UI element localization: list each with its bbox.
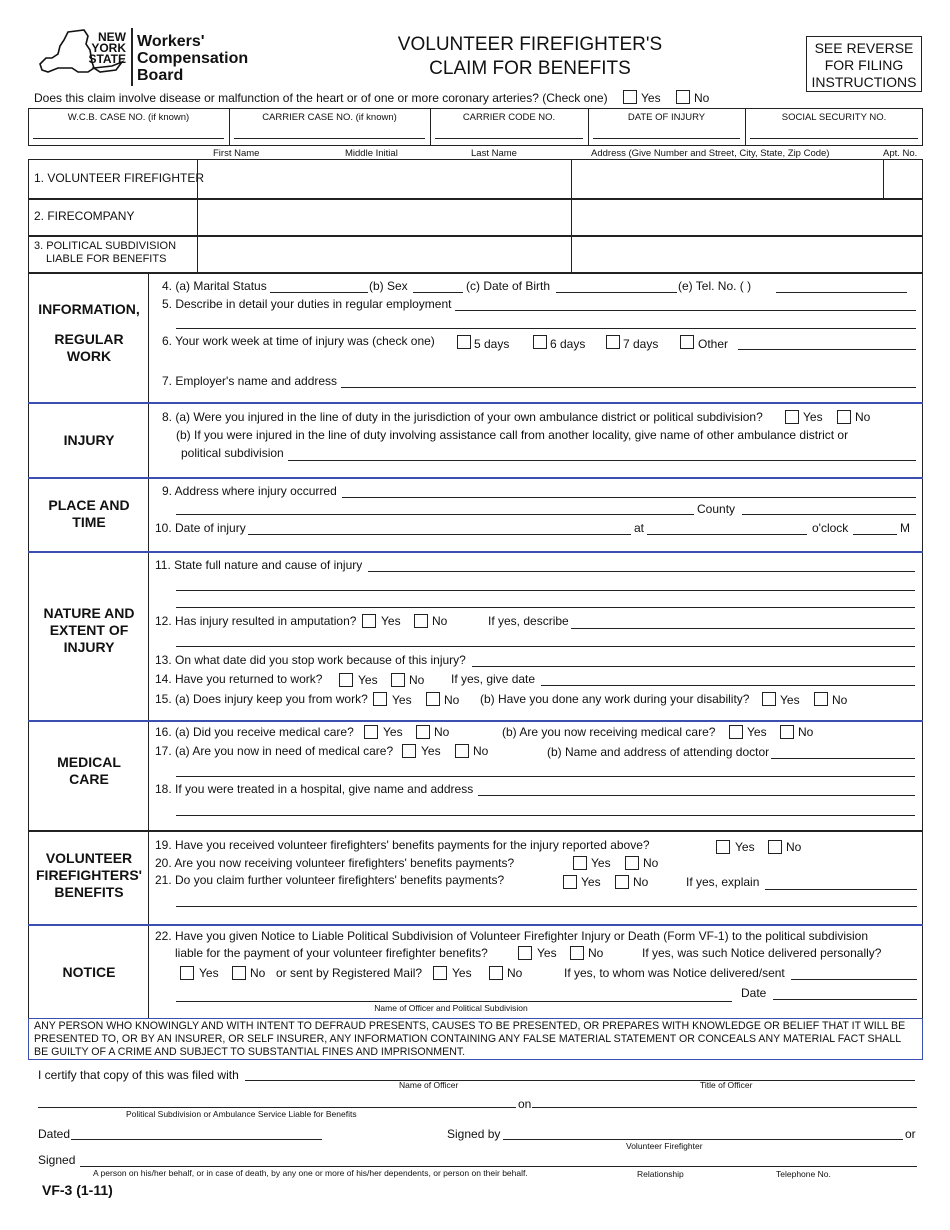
- q10-label: 10. Date of injury: [155, 521, 246, 535]
- date-of-birth-field[interactable]: [556, 292, 677, 293]
- q15a-yes-checkbox[interactable]: [373, 692, 387, 706]
- date-of-injury-header: DATE OF INJURY: [627, 112, 706, 123]
- signed-by-field[interactable]: [503, 1139, 903, 1140]
- workweek-7-checkbox[interactable]: [606, 335, 620, 349]
- ssn-header: SOCIAL SECURITY NO.: [781, 112, 887, 123]
- carrier-case-header: CARRIER CASE NO. (if known): [262, 112, 397, 123]
- q13-label: 13. On what date did you stop work because of this injury?: [155, 653, 466, 667]
- q21-yes-label: Yes: [581, 875, 601, 889]
- party-firecompany: 2. FIRECOMPANY: [34, 209, 135, 223]
- q15b-no-label: No: [832, 693, 848, 707]
- q14-yes-checkbox[interactable]: [339, 673, 353, 687]
- q16a-yes-checkbox[interactable]: [364, 725, 378, 739]
- q17a-no-label: No: [473, 744, 489, 758]
- q17a-label: 17. (a) Are you now in need of medical care?: [155, 744, 394, 758]
- personal-no-label: No: [250, 966, 266, 980]
- q16b-yes-checkbox[interactable]: [729, 725, 743, 739]
- personal-yes-label: Yes: [199, 966, 219, 980]
- logo-state-text: NEW YORK STATE: [88, 30, 126, 66]
- q8a-yes-label: Yes: [803, 410, 823, 424]
- wcb-logo-text: Workers' Compensation Board: [137, 33, 249, 84]
- workweek-5-checkbox[interactable]: [457, 335, 471, 349]
- q7-label: 7. Employer's name and address: [162, 374, 338, 388]
- q22-label-line2: liable for the payment of your volunteer firefighter benefits?: [175, 946, 488, 960]
- nature-cause-field[interactable]: [368, 571, 915, 572]
- notice-date-field[interactable]: [773, 999, 917, 1000]
- telephone-caption: Telephone No.: [776, 1169, 831, 1179]
- notice-whom-field[interactable]: [791, 979, 917, 980]
- q8a-no-label: No: [855, 410, 871, 424]
- q12-label: 12. Has injury resulted in amputation?: [155, 614, 357, 628]
- q10-time-field[interactable]: [647, 534, 807, 535]
- heart-yes-label: Yes: [641, 91, 661, 105]
- ssn-field[interactable]: [750, 138, 918, 139]
- notice-whom-label: If yes, to whom was Notice delivered/sent: [564, 966, 785, 980]
- party-political-subdivision: 3. POLITICAL SUBDIVISION: [34, 240, 177, 252]
- heart-yes-checkbox[interactable]: [623, 90, 637, 104]
- q8b-label-line1: (b) If you were injured in the line of duty involving assistance call from another locality, give name of other ambulance district or: [176, 428, 849, 442]
- q16a-no-label: No: [434, 725, 450, 739]
- signed-label: Signed: [38, 1153, 76, 1167]
- q20-yes-label: Yes: [591, 856, 611, 870]
- carrier-code-header: CARRIER CODE NO.: [462, 112, 556, 123]
- person-behalf-caption: A person on his/her behalf, or in case of death, by any one or more of his/her dependents, or person on their behalf.: [93, 1168, 528, 1178]
- amputation-field[interactable]: [571, 628, 915, 629]
- q17a-no-checkbox[interactable]: [455, 744, 469, 758]
- on-label: on: [518, 1097, 532, 1111]
- relationship-caption: Relationship: [637, 1169, 684, 1179]
- mail-yes-label: Yes: [452, 966, 472, 980]
- q8b-label-line2: political subdivision: [181, 446, 284, 460]
- q4c-label: (c) Date of Birth: [466, 279, 551, 293]
- q4a-label: 4. (a) Marital Status: [162, 279, 267, 293]
- notice-date-label: Date: [741, 986, 767, 1000]
- volunteer-ff-caption: Volunteer Firefighter: [626, 1141, 703, 1151]
- carrier-case-field[interactable]: [234, 138, 425, 139]
- q19-yes-label: Yes: [735, 840, 755, 854]
- section-medical-care: MEDICAL CARE: [57, 754, 121, 787]
- other-district-field[interactable]: [288, 460, 916, 461]
- q12-describe-label: If yes, describe: [488, 614, 569, 628]
- q15a-label: 15. (a) Does injury keep you from work?: [155, 692, 368, 706]
- subdivision-caption: Political Subdivision or Ambulance Service Liable for Benefits: [126, 1109, 357, 1119]
- nature-cause-field-line2[interactable]: [176, 590, 915, 591]
- heart-no-checkbox[interactable]: [676, 90, 690, 104]
- q6-label: 6. Your work week at time of injury was (check one): [162, 334, 435, 348]
- q19-yes-checkbox[interactable]: [716, 840, 730, 854]
- q14-label: 14. Have you returned to work?: [155, 672, 323, 686]
- hospital-field[interactable]: [478, 795, 915, 796]
- q12-no-label: No: [432, 614, 448, 628]
- q17b-label: (b) Name and address of attending doctor: [547, 745, 770, 759]
- workweek-other-label: Other: [698, 337, 729, 351]
- form-title: VOLUNTEER FIREFIGHTER'S CLAIM FOR BENEFITS: [397, 34, 663, 79]
- q14-date-label: If yes, give date: [451, 672, 536, 686]
- q16a-no-checkbox[interactable]: [416, 725, 430, 739]
- sex-field[interactable]: [413, 292, 463, 293]
- section-vf-benefits: VOLUNTEER FIREFIGHTERS' BENEFITS: [36, 850, 142, 900]
- section-notice: NOTICE: [62, 964, 116, 980]
- q21-no-checkbox[interactable]: [615, 875, 629, 889]
- q8a-yes-checkbox[interactable]: [785, 410, 799, 424]
- q16b-yes-label: Yes: [747, 725, 767, 739]
- q15b-no-checkbox[interactable]: [814, 692, 828, 706]
- duties-field-line2[interactable]: [176, 328, 916, 329]
- personal-yes-checkbox[interactable]: [180, 966, 194, 980]
- name-of-officer-caption: Name of Officer: [399, 1080, 459, 1090]
- employer-field[interactable]: [341, 387, 916, 388]
- nature-cause-field-line3[interactable]: [176, 607, 915, 608]
- q14-yes-label: Yes: [358, 673, 378, 687]
- section-information: INFORMATION, REGULAR WORK: [38, 301, 140, 364]
- apt-header: Apt. No.: [883, 148, 918, 159]
- q16a-yes-label: Yes: [383, 725, 403, 739]
- title-of-officer-caption: Title of Officer: [700, 1080, 753, 1090]
- address-header: Address (Give Number and Street, City, State, Zip Code): [591, 148, 830, 159]
- dated-label: Dated: [38, 1127, 71, 1141]
- stop-work-date-field[interactable]: [472, 666, 915, 667]
- q15a-no-label: No: [444, 693, 460, 707]
- logo-divider: [131, 28, 133, 86]
- q20-yes-checkbox[interactable]: [573, 856, 587, 870]
- q12-yes-checkbox[interactable]: [362, 614, 376, 628]
- q22-no-label: No: [588, 946, 604, 960]
- workweek-other-checkbox[interactable]: [680, 335, 694, 349]
- signed-field[interactable]: [80, 1166, 917, 1167]
- q15a-no-checkbox[interactable]: [426, 692, 440, 706]
- wcb-case-header: W.C.B. CASE NO. (if known): [67, 112, 190, 123]
- county-label: County: [697, 502, 736, 516]
- q4e-label: (e) Tel. No. ( ): [678, 279, 752, 293]
- registered-mail-label: or sent by Registered Mail?: [276, 966, 423, 980]
- form-id: VF-3 (1-11): [42, 1182, 113, 1198]
- workweek-7-label: 7 days: [623, 337, 659, 351]
- signed-by-label: Signed by: [447, 1127, 501, 1141]
- mail-yes-checkbox[interactable]: [433, 966, 447, 980]
- q20-label: 20. Are you now receiving volunteer firefighters' benefits payments?: [155, 856, 515, 870]
- q21-no-label: No: [633, 875, 649, 889]
- workweek-5-label: 5 days: [474, 337, 510, 351]
- certify-label: I certify that copy of this was filed with: [38, 1068, 239, 1082]
- telephone-field[interactable]: [776, 292, 907, 293]
- q22-yes-checkbox[interactable]: [518, 946, 532, 960]
- q22-personal-label: If yes, was such Notice delivered personally?: [642, 946, 882, 960]
- q15b-yes-label: Yes: [780, 693, 800, 707]
- dated-field[interactable]: [71, 1139, 322, 1140]
- heart-question: Does this claim involve disease or malfunction of the heart or of one or more coronary arteries? (Check one): [34, 91, 608, 105]
- duties-field[interactable]: [455, 310, 916, 311]
- officer-subdivision-caption: Name of Officer and Political Subdivision: [374, 1003, 528, 1013]
- q14-no-checkbox[interactable]: [391, 673, 405, 687]
- wcb-case-field[interactable]: [33, 138, 224, 139]
- q9-label: 9. Address where injury occurred: [162, 484, 337, 498]
- q5-label: 5. Describe in detail your duties in regular employment: [162, 297, 452, 311]
- hospital-field-line2[interactable]: [176, 815, 915, 816]
- workweek-6-checkbox[interactable]: [533, 335, 547, 349]
- q12-no-checkbox[interactable]: [414, 614, 428, 628]
- q22-label-line1: 22. Have you given Notice to Liable Political Subdivision of Volunteer Firefighter Injury or Death (Form VF-1) to the political subdivision: [155, 929, 869, 943]
- party-volunteer-firefighter: 1. VOLUNTEER FIREFIGHTER: [34, 171, 205, 185]
- or-label: or: [905, 1127, 916, 1141]
- workweek-6-label: 6 days: [550, 337, 586, 351]
- q4b-label: (b) Sex: [369, 279, 408, 293]
- q19-label: 19. Have you received volunteer firefighters' benefits payments for the injury reported above?: [155, 838, 650, 852]
- amputation-field-line2[interactable]: [176, 646, 915, 647]
- explain-field-line2[interactable]: [176, 906, 917, 907]
- q11-label: 11. State full nature and cause of injury: [155, 558, 363, 572]
- q17a-yes-checkbox[interactable]: [402, 744, 416, 758]
- party-liable-for-benefits: LIABLE FOR BENEFITS: [46, 253, 167, 265]
- q17a-yes-label: Yes: [421, 744, 441, 758]
- q12-yes-label: Yes: [381, 614, 401, 628]
- section-injury: INJURY: [63, 432, 115, 448]
- q22-no-checkbox[interactable]: [570, 946, 584, 960]
- doctor-field-line2[interactable]: [176, 776, 915, 777]
- q16b-label: (b) Are you now receiving medical care?: [502, 725, 716, 739]
- q14-no-label: No: [409, 673, 425, 687]
- q20-no-label: No: [643, 856, 659, 870]
- personal-no-checkbox[interactable]: [232, 966, 246, 980]
- q8a-no-checkbox[interactable]: [837, 410, 851, 424]
- section-nature-extent: NATURE AND EXTENT OF INJURY: [43, 605, 135, 655]
- last-name-header: Last Name: [471, 148, 517, 159]
- first-name-header: First Name: [213, 148, 260, 159]
- certify-on-date-field[interactable]: [532, 1107, 917, 1108]
- q15a-yes-label: Yes: [392, 693, 412, 707]
- certify-subdivision-field[interactable]: [38, 1107, 516, 1108]
- fraud-warning: ANY PERSON WHO KNOWINGLY AND WITH INTENT TO DEFRAUD PRESENTS, CAUSES TO BE PRESENTED, OR PREPARES WITH KNOWLEDGE OR BELIEF THAT IT WILL BE PRESENTED TO, OR BY AN INSURER, OR SELF INSURER, ANY INFORMATION CONTAINING ANY FALSE MATERIAL STATEMENT OR CONCEALS ANY MATERIAL FACT SHALL BE GUILTY OF A CRIME AND SUBJECT TO SUBSTANTIAL FINES AND IMPRISONMENT.: [28, 1018, 923, 1060]
- mail-no-label: No: [507, 966, 523, 980]
- return-date-field[interactable]: [541, 685, 915, 686]
- oclock-label: o'clock: [812, 521, 849, 535]
- at-label: at: [634, 521, 645, 535]
- heart-no-label: No: [694, 91, 710, 105]
- q21-yes-checkbox[interactable]: [563, 875, 577, 889]
- q20-no-checkbox[interactable]: [625, 856, 639, 870]
- q19-no-checkbox[interactable]: [768, 840, 782, 854]
- marital-status-field[interactable]: [270, 292, 368, 293]
- q16b-no-checkbox[interactable]: [780, 725, 794, 739]
- workweek-other-field[interactable]: [738, 349, 916, 350]
- m-label: M: [900, 521, 910, 535]
- q15b-yes-checkbox[interactable]: [762, 692, 776, 706]
- q16b-no-label: No: [798, 725, 814, 739]
- certify-officer-field[interactable]: [245, 1080, 915, 1081]
- section-place-and-time: PLACE AND TIME: [48, 497, 130, 530]
- injury-address-field-line2[interactable]: [176, 514, 694, 515]
- q10-date-field[interactable]: [248, 534, 631, 535]
- carrier-code-field[interactable]: [435, 138, 583, 139]
- q19-no-label: No: [786, 840, 802, 854]
- q18-label: 18. If you were treated in a hospital, give name and address: [155, 782, 474, 796]
- county-field[interactable]: [742, 514, 916, 515]
- see-reverse-box: SEE REVERSE FOR FILING INSTRUCTIONS: [806, 36, 922, 92]
- q21-explain-label: If yes, explain: [686, 875, 760, 889]
- q8a-label: 8. (a) Were you injured in the line of duty in the jurisdiction of your own ambulance district or political subdivision?: [162, 410, 763, 424]
- middle-initial-header: Middle Initial: [345, 148, 398, 159]
- q15b-label: (b) Have you done any work during your disability?: [480, 692, 750, 706]
- ampm-field[interactable]: [853, 534, 897, 535]
- q21-label: 21. Do you claim further volunteer firefighters' benefits payments?: [155, 873, 505, 887]
- q16a-label: 16. (a) Did you receive medical care?: [155, 725, 354, 739]
- doctor-field[interactable]: [771, 758, 915, 759]
- q22-yes-label: Yes: [537, 946, 557, 960]
- mail-no-checkbox[interactable]: [489, 966, 503, 980]
- explain-field[interactable]: [765, 889, 917, 890]
- officer-subdivision-field[interactable]: [176, 1001, 732, 1002]
- injury-address-field[interactable]: [342, 497, 916, 498]
- date-of-injury-field[interactable]: [593, 138, 740, 139]
